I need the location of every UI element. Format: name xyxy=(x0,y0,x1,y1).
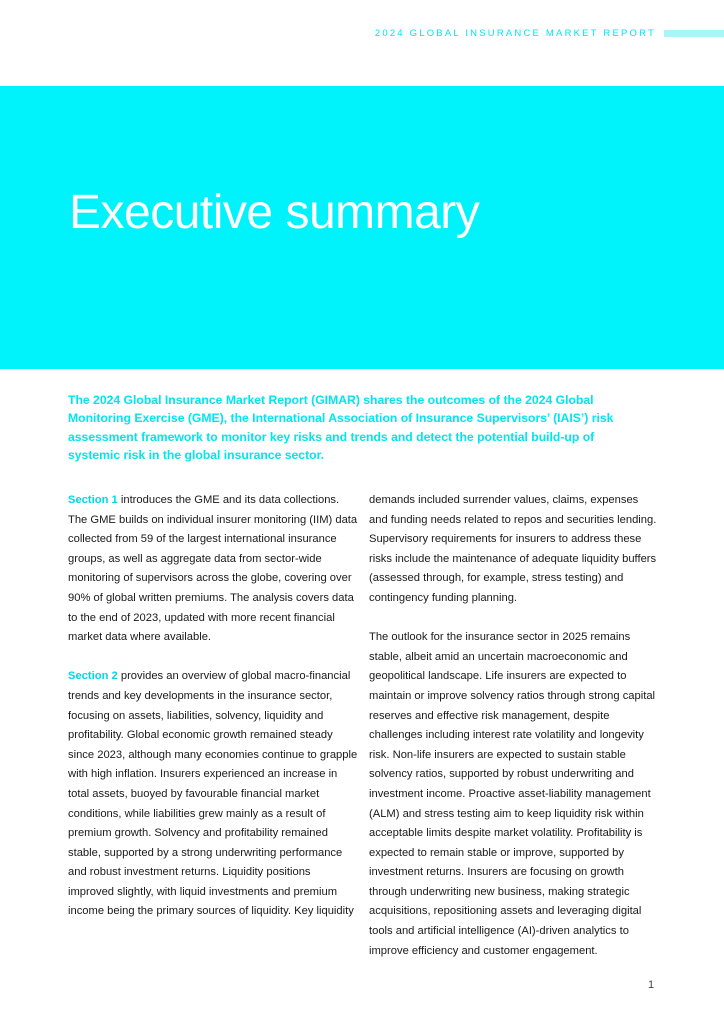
page-title: Executive summary xyxy=(69,186,480,239)
body-column-left xyxy=(68,491,358,942)
body-column-right xyxy=(369,491,659,981)
section-1-text: introduces the GME and its data collections. The GME builds on individual insurer monitoring (IIM) data collected from 59 of the largest international insurance groups, as well as aggregate data from sector-wide monitoring of supervisors across the globe, covering over 90% of global written premiums. The analysis covers data to the end of 2023, updated with more recent financial market data where available. xyxy=(68,494,358,644)
title-banner xyxy=(0,86,724,369)
report-header-label: 2024 GLOBAL INSURANCE MARKET REPORT xyxy=(374,28,656,39)
section-1-link[interactable]: Section 1 xyxy=(68,494,118,506)
section-2-text: provides an overview of global macro-financial trends and key developments in the insurance sector, focusing on assets, liabilities, solvency, liquidity and profitability. Global economic growth remained steady since 2023, although many economies continue to grapple with high inflation. Insurers experienced an increase in total assets, buoyed by favourable financial market conditions, while liabilities grew mainly as a result of premium growth. Solvency and profitability remained stable, supported by a strong underwriting performance and robust investment returns. Liquidity positions improved slightly, with liquid investments and premium income being the primary sources of liquidity. Key liquidity xyxy=(68,670,358,918)
intro-paragraph: The 2024 Global Insurance Market Report (GIMAR) shares the outcomes of the 2024 Global Monitoring Exercise (GME), the International Association of Insurance Supervisors’ (IAIS’) risk assessment framework to monitor key risks and trends and detect the potential build-up of systemic risk in the global insurance sector. xyxy=(68,393,614,463)
section-2-continuation: demands included surrender values, claims, expenses and funding needs related to repos and securities lending. Supervisory requirements for insurers to address these risks include the maintenance of adequate liquidity buffers (assessed through, for example, stress testing) and contingency funding planning. xyxy=(369,494,657,604)
section-2-paragraph xyxy=(68,667,358,922)
section-2-link[interactable]: Section 2 xyxy=(68,670,118,683)
outlook-paragraph: The outlook for the insurance sector in 2025 remains stable, albeit amid an uncertain macroeconomic and geopolitical landscape. Life insurers are expected to maintain or improve solvency ratios through strong capital reserves and effective risk management, despite challenges including interest rate volatility and longevity risk. Non-life insurers are expected to sustain stable solvency ratios, supported by robust underwriting and investment income. Proactive asset-liability management (ALM) and stress testing aim to keep liquidity risk within acceptable limits despite market volatility. Profitability is expected to remain stable or improve, supported by investment returns. Insurers are focusing on growth through underwriting new business, making strategic acquisitions, repositioning assets and leveraging digital tools and artificial intelligence (AI)-driven analytics to improve efficiency and customer engagement. xyxy=(369,631,656,957)
page-number: 1 xyxy=(648,979,655,991)
section-1-paragraph xyxy=(68,491,358,648)
header-accent-bar xyxy=(664,30,724,37)
